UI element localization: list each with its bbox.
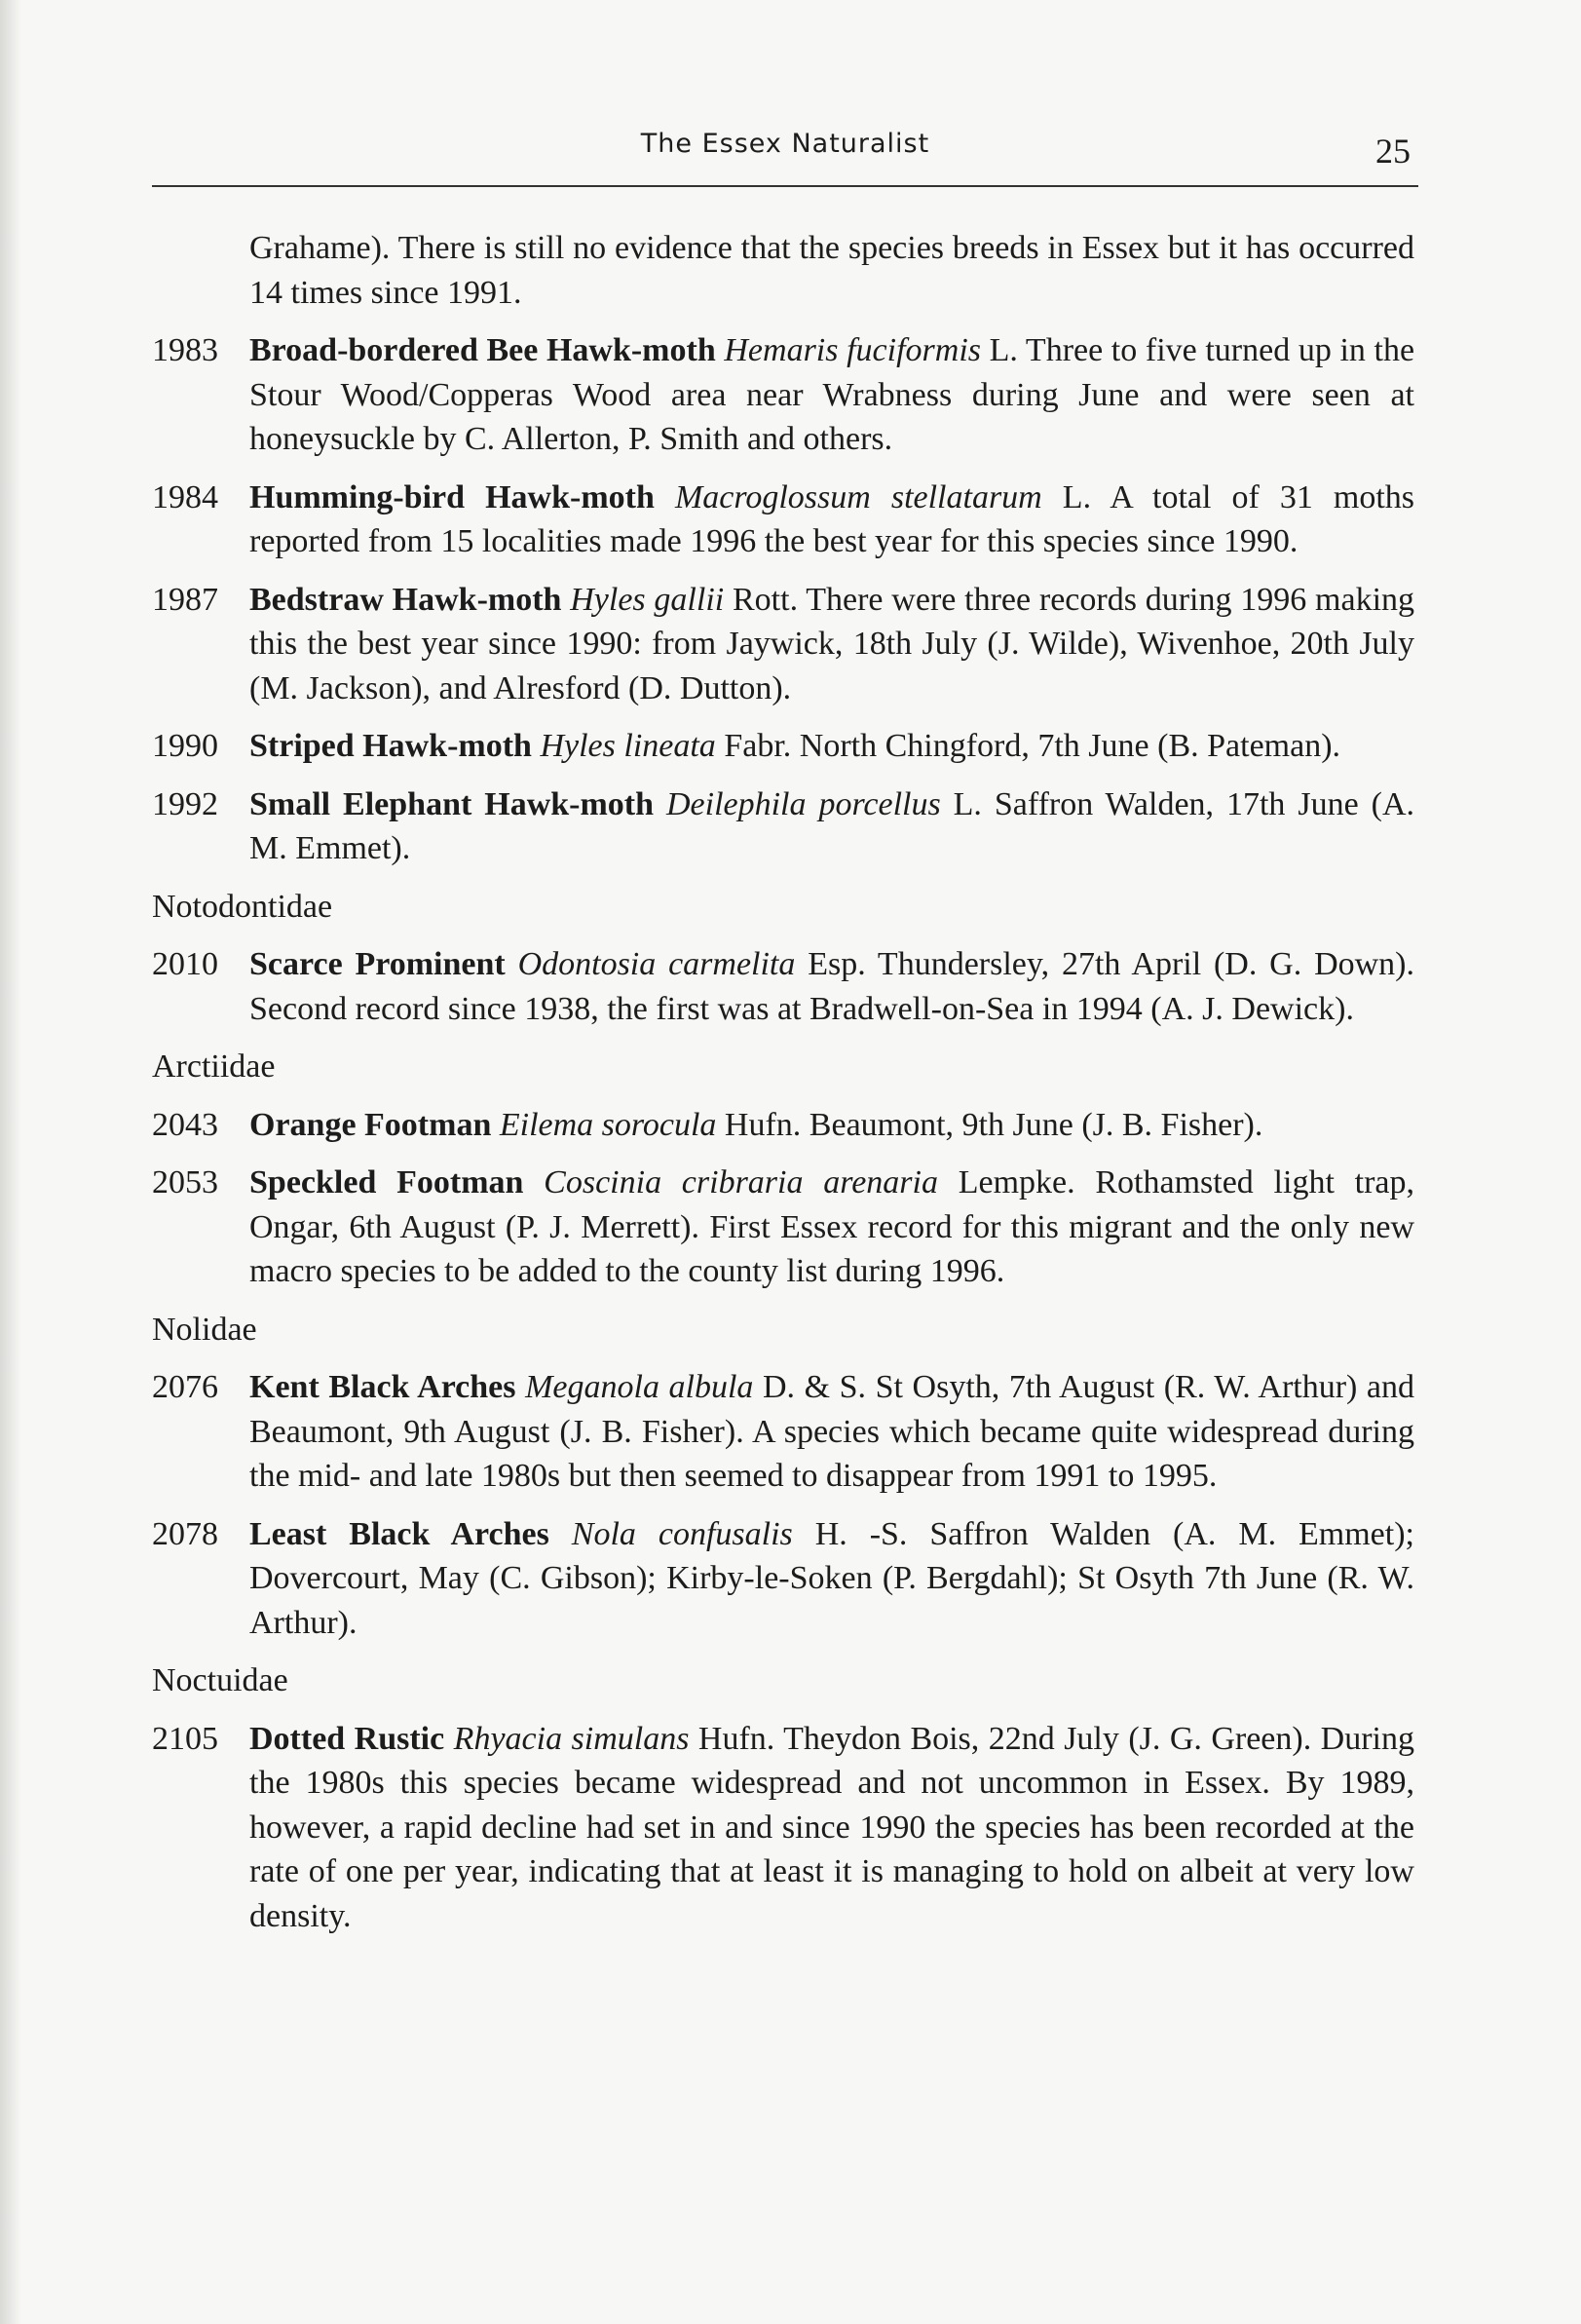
species-common-name: Speckled Footman bbox=[249, 1164, 524, 1200]
entry-text: Three to five turned up in the Stour Wood/Copperas Wood area near Wrabness during June and were seen at honeysuckle by C. Allerton, P. Smith and others. bbox=[249, 332, 1415, 457]
page-number: 25 bbox=[1375, 132, 1411, 171]
entry-number: 2076 bbox=[152, 1369, 218, 1405]
sphingidae-entries bbox=[152, 328, 1414, 871]
page-edge-shadow bbox=[0, 0, 21, 2324]
species-scientific-name: Coscinia cribraria arenaria bbox=[544, 1164, 938, 1200]
entry-text: Saffron Walden, 17th June (A. M. Emmet). bbox=[249, 785, 1414, 866]
species-scientific-name: Hyles gallii bbox=[570, 581, 725, 618]
species-authority: Hufn. bbox=[697, 1720, 775, 1757]
species-authority: L. bbox=[989, 332, 1018, 368]
running-title: The Essex Naturalist bbox=[640, 129, 930, 159]
continued-paragraph bbox=[152, 226, 1414, 315]
entry-number: 1990 bbox=[152, 728, 218, 764]
family-section bbox=[152, 885, 1414, 1032]
species-authority: L. bbox=[953, 785, 982, 822]
species-authority: L. bbox=[1062, 478, 1092, 515]
species-entry bbox=[152, 476, 1414, 564]
page-header bbox=[152, 127, 1418, 187]
entry-text: Thundersley, 27th April (D. G. Down). Second record since 1938, the first was at Bradwell-on-Sea in 1994 (A. J. Dewick). bbox=[249, 946, 1414, 1027]
entry-text: Beaumont, 9th June (J. B. Fisher). bbox=[809, 1106, 1263, 1143]
species-entry bbox=[152, 1365, 1414, 1499]
entry-number: 1984 bbox=[152, 478, 218, 515]
species-scientific-name: Macroglossum stellatarum bbox=[674, 478, 1042, 515]
species-common-name: Least Black Arches bbox=[249, 1515, 549, 1552]
entry-number: 2105 bbox=[152, 1720, 218, 1757]
species-scientific-name: Hyles lineata bbox=[540, 728, 716, 764]
species-scientific-name: Meganola albula bbox=[525, 1369, 754, 1405]
entry-number: 2010 bbox=[152, 946, 218, 982]
species-authority: Rott. bbox=[733, 581, 799, 618]
family-heading: Nolidae bbox=[152, 1311, 257, 1348]
entry-number: 2053 bbox=[152, 1164, 218, 1200]
family-heading: Noctuidae bbox=[152, 1662, 288, 1698]
entry-number: 1983 bbox=[152, 332, 218, 368]
entry-number: 2043 bbox=[152, 1106, 218, 1143]
family-heading: Notodontidae bbox=[152, 888, 333, 925]
entry-text: Saffron Walden (A. M. Emmet); Dovercourt, May (C. Gibson); Kirby-le-Soken (P. Bergdahl); St Osyth 7th June (R. W. Arthur). bbox=[249, 1515, 1414, 1641]
species-common-name: Broad-bordered Bee Hawk-moth bbox=[249, 332, 716, 368]
species-entry bbox=[152, 1103, 1414, 1148]
entry-text: A total of 31 moths reported from 15 localities made 1996 the best year for this species since 1990. bbox=[249, 478, 1415, 559]
entry-text: There were three records during 1996 making this the best year since 1990: from Jaywick, 18th July (J. Wilde), Wivenhoe, 20th July (M. Jackson), and Alresford (D. Dutton). bbox=[249, 581, 1415, 706]
article-body bbox=[152, 226, 1414, 1952]
species-entry bbox=[152, 1717, 1414, 1939]
species-common-name: Bedstraw Hawk-moth bbox=[249, 581, 562, 618]
species-entry bbox=[152, 1161, 1414, 1294]
species-scientific-name: Eilema sorocula bbox=[499, 1106, 717, 1143]
entry-number: 1987 bbox=[152, 581, 218, 618]
family-section bbox=[152, 1658, 1414, 1938]
entry-number: 1992 bbox=[152, 785, 218, 822]
entry-text: Theydon Bois, 22nd July (J. G. Green). During the 1980s this species became widespread and not uncommon in Essex. By 1989, however, a rapid decline had set in and since 1990 the species has been recorded at the rate of one per year, indicating that at least it is managing to hold on albeit at very low density. bbox=[249, 1720, 1414, 1934]
species-entry bbox=[152, 328, 1414, 462]
species-scientific-name: Nola confusalis bbox=[571, 1515, 793, 1552]
species-authority: D. & S. bbox=[763, 1369, 867, 1405]
species-entry bbox=[152, 578, 1414, 711]
species-authority: Hufn. bbox=[724, 1106, 802, 1143]
entry-text: St Osyth, 7th August (R. W. Arthur) and Beaumont, 9th August (J. B. Fisher). A species which became quite widespread during the mid- and late 1980s but then seemed to disappear from 1991 to 1995. bbox=[249, 1369, 1415, 1494]
continued-text: Grahame). There is still no evidence that the species breeds in Essex but it has occurred 14 times since 1991. bbox=[249, 230, 1414, 311]
family-section bbox=[152, 1308, 1414, 1646]
entry-text: North Chingford, 7th June (B. Pateman). bbox=[799, 728, 1341, 764]
species-scientific-name: Deilephila porcellus bbox=[665, 785, 941, 822]
species-common-name: Orange Footman bbox=[249, 1106, 492, 1143]
species-entry bbox=[152, 724, 1414, 769]
species-common-name: Striped Hawk-moth bbox=[249, 728, 532, 764]
species-common-name: Dotted Rustic bbox=[249, 1720, 445, 1757]
species-common-name: Scarce Prominent bbox=[249, 946, 506, 982]
species-entry bbox=[152, 1512, 1414, 1646]
species-authority: H. -S. bbox=[814, 1515, 908, 1552]
species-scientific-name: Odontosia carmelita bbox=[517, 946, 796, 982]
species-authority: Lempke. bbox=[958, 1164, 1075, 1200]
species-common-name: Small Elephant Hawk-moth bbox=[249, 785, 655, 822]
species-scientific-name: Hemaris fuciformis bbox=[724, 332, 981, 368]
family-section bbox=[152, 1045, 1414, 1294]
species-scientific-name: Rhyacia simulans bbox=[453, 1720, 690, 1757]
species-entry bbox=[152, 942, 1414, 1031]
species-authority: Esp. bbox=[808, 946, 866, 982]
entry-number: 2078 bbox=[152, 1515, 218, 1552]
entry-text: Rothamsted light trap, Ongar, 6th August (P. J. Merrett). First Essex record for this migrant and the only new macro species to be added to the county list during 1996. bbox=[249, 1164, 1414, 1289]
family-heading: Arctiidae bbox=[152, 1048, 276, 1085]
species-common-name: Kent Black Arches bbox=[249, 1369, 516, 1405]
species-entry bbox=[152, 782, 1414, 871]
species-common-name: Humming-bird Hawk-moth bbox=[249, 478, 655, 515]
family-sections bbox=[152, 885, 1414, 1939]
species-authority: Fabr. bbox=[724, 728, 792, 764]
